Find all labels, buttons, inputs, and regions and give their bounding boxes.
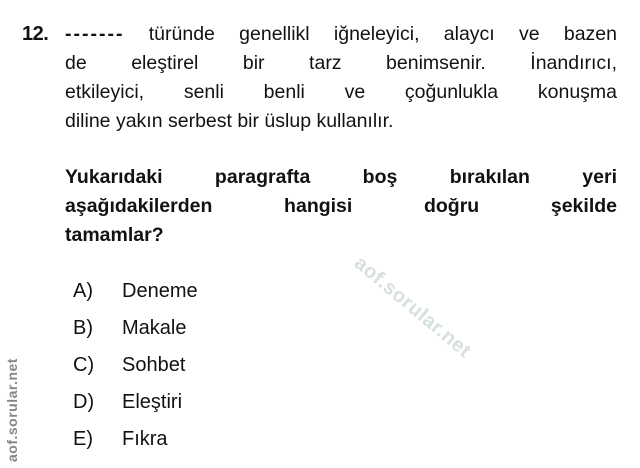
option-letter: B): [73, 317, 93, 339]
question-block: [22, 20, 617, 458]
option-letter: E): [73, 428, 93, 450]
paragraph-line: [65, 20, 617, 49]
question-stem: [65, 163, 617, 250]
stem-line: tamamlar?: [65, 224, 164, 246]
option-text: Deneme: [122, 280, 198, 302]
paragraph-line: de eleştirel bir tarz benimsenir. İnandırıcı,: [65, 52, 617, 74]
option-text: Sohbet: [122, 354, 186, 376]
option-text: Makale: [122, 317, 187, 339]
paragraph-line: diline yakın serbest bir üslup kullanılır.: [65, 110, 394, 132]
stem-line: Yukarıdaki paragrafta boş bırakılan yeri: [65, 166, 617, 188]
paragraph-line-text: türünde genellikl iğneleyici, alaycı ve bazen: [148, 23, 617, 45]
option-letter: A): [73, 280, 93, 302]
paragraph-line: etkileyici, senli benli ve çoğunlukla konuşma: [65, 81, 617, 103]
option-text: Eleştiri: [122, 391, 183, 413]
question-number: 12.: [22, 23, 49, 45]
option-a[interactable]: [65, 273, 617, 310]
option-letter: C): [73, 354, 95, 376]
option-e[interactable]: [65, 421, 617, 458]
watermark-diagonal: aof.sorular.net: [349, 252, 476, 363]
answer-options: [65, 273, 617, 458]
stem-line: aşağıdakilerden hangisi doğru şekilde: [65, 195, 617, 217]
question-body: [65, 20, 617, 458]
option-text: Fıkra: [122, 428, 168, 450]
option-letter: D): [73, 391, 95, 413]
option-c[interactable]: [65, 347, 617, 384]
question-paragraph: [65, 20, 617, 136]
option-b[interactable]: [65, 310, 617, 347]
blank-placeholder: -------: [65, 23, 125, 45]
watermark-vertical-left: aof.sorular.net: [4, 358, 20, 462]
option-d[interactable]: [65, 384, 617, 421]
